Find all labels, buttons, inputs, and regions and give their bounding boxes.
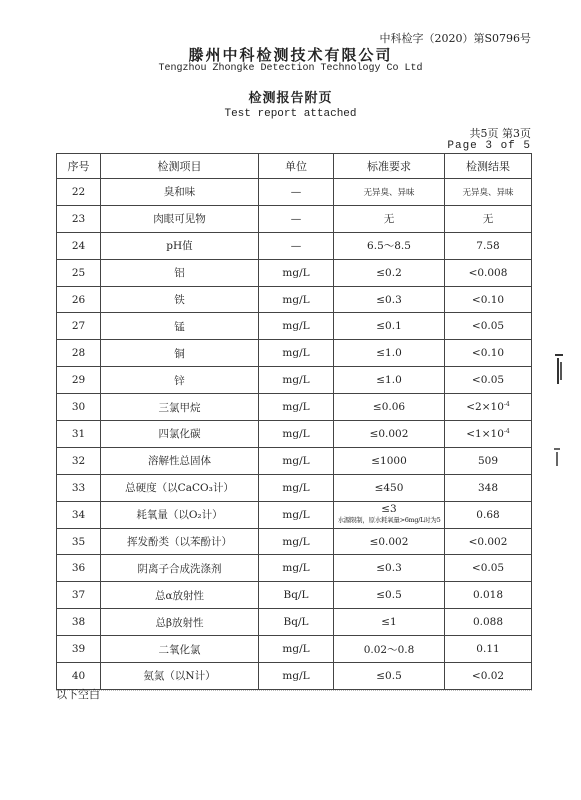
row-item: 总α放射性 [101, 582, 259, 609]
table-row [57, 474, 532, 501]
row-result: <0.05 [445, 555, 532, 582]
row-standard: ≤0.5 [334, 663, 445, 690]
header-item: 检测项目 [101, 154, 259, 179]
row-number: 25 [57, 259, 101, 286]
divider [56, 690, 532, 692]
header-unit: 单位 [259, 154, 334, 179]
row-unit: — [259, 179, 334, 206]
row-number: 28 [57, 340, 101, 367]
row-number: 29 [57, 367, 101, 394]
row-unit: mg/L [259, 394, 334, 421]
row-unit: mg/L [259, 259, 334, 286]
row-number: 24 [57, 232, 101, 259]
row-item: 锰 [101, 313, 259, 340]
row-standard: ≤1 [334, 609, 445, 636]
company-name-cn: 滕州中科检测技术有限公司 [188, 46, 393, 64]
table-row [57, 205, 532, 232]
row-result: <0.002 [445, 528, 532, 555]
row-number: 38 [57, 609, 101, 636]
row-number: 39 [57, 636, 101, 663]
row-standard: ≤1.0 [334, 367, 445, 394]
row-result: 348 [445, 474, 532, 501]
row-unit: mg/L [259, 501, 334, 528]
results-table [56, 153, 532, 690]
row-number: 31 [57, 421, 101, 448]
header-result: 检测结果 [445, 154, 532, 179]
table-body [57, 179, 532, 690]
table-row [57, 555, 532, 582]
row-unit: mg/L [259, 555, 334, 582]
row-unit: mg/L [259, 663, 334, 690]
row-unit: — [259, 232, 334, 259]
row-standard: ≤0.5 [334, 582, 445, 609]
row-item: pH值 [101, 232, 259, 259]
row-number: 36 [57, 555, 101, 582]
row-unit: mg/L [259, 636, 334, 663]
page-count-en: Page 3 of 5 [447, 140, 531, 152]
result-value: <1×10 [466, 427, 504, 440]
row-result [445, 394, 532, 421]
row-result: <0.10 [445, 286, 532, 313]
result-value: <2×10 [466, 401, 504, 414]
row-item: 总β放射性 [101, 609, 259, 636]
binding-stamp-mark [553, 352, 565, 388]
row-item: 臭和味 [101, 179, 259, 206]
result-exponent: -4 [503, 427, 510, 435]
row-result: 0.11 [445, 636, 532, 663]
row-unit: mg/L [259, 421, 334, 448]
row-unit: — [259, 205, 334, 232]
row-result: 无 [445, 205, 532, 232]
row-standard: ≤0.002 [334, 528, 445, 555]
row-standard: ≤1000 [334, 447, 445, 474]
row-item: 四氯化碳 [101, 421, 259, 448]
row-number: 33 [57, 474, 101, 501]
row-unit: mg/L [259, 286, 334, 313]
table-row [57, 394, 532, 421]
row-result [445, 421, 532, 448]
row-item: 总硬度（以CaCO₃计） [101, 474, 259, 501]
row-item: 三氯甲烷 [101, 394, 259, 421]
header-number: 序号 [57, 154, 101, 179]
row-result: 7.58 [445, 232, 532, 259]
table-row [57, 421, 532, 448]
row-number: 27 [57, 313, 101, 340]
row-standard: ≤0.1 [334, 313, 445, 340]
table-row [57, 663, 532, 690]
row-item: 肉眼可见物 [101, 205, 259, 232]
row-standard: 无 [334, 205, 445, 232]
row-result: <0.02 [445, 663, 532, 690]
row-result: <0.05 [445, 367, 532, 394]
table-row [57, 609, 532, 636]
company-name-en: Tengzhou Zhongke Detection Technology Co Ltd [158, 63, 423, 74]
table-row [57, 501, 532, 528]
row-result: <0.008 [445, 259, 532, 286]
row-unit: Bq/L [259, 582, 334, 609]
header-standard: 标准要求 [334, 154, 445, 179]
row-standard: 无异臭、异味 [334, 179, 445, 206]
row-item: 耗氧量（以O₂计） [101, 501, 259, 528]
row-result: 无异臭、异味 [445, 179, 532, 206]
table-header-row [57, 154, 532, 179]
row-standard: ≤0.3 [334, 555, 445, 582]
row-item: 溶解性总固体 [101, 447, 259, 474]
table-row [57, 367, 532, 394]
table-row [57, 636, 532, 663]
row-standard: ≤450 [334, 474, 445, 501]
row-standard: ≤0.2 [334, 259, 445, 286]
table-row [57, 286, 532, 313]
page-title-en: Test report attached [224, 108, 357, 120]
row-item: 铝 [101, 259, 259, 286]
row-result: 509 [445, 447, 532, 474]
row-number: 35 [57, 528, 101, 555]
row-number: 30 [57, 394, 101, 421]
row-standard: ≤0.3 [334, 286, 445, 313]
row-standard: ≤0.06 [334, 394, 445, 421]
row-number: 40 [57, 663, 101, 690]
row-number: 26 [57, 286, 101, 313]
row-unit: Bq/L [259, 609, 334, 636]
row-unit: mg/L [259, 313, 334, 340]
row-unit: mg/L [259, 340, 334, 367]
blank-below-note: 以下空白 [56, 688, 100, 701]
table-row [57, 313, 532, 340]
row-item: 铁 [101, 286, 259, 313]
standard-value: ≤3 [381, 502, 397, 515]
row-result: <0.05 [445, 313, 532, 340]
row-number: 34 [57, 501, 101, 528]
table-row [57, 340, 532, 367]
row-unit: mg/L [259, 367, 334, 394]
table-row [57, 528, 532, 555]
row-standard: ≤1.0 [334, 340, 445, 367]
report-number: 中科检字（2020）第S0796号 [379, 32, 531, 45]
row-item: 氨氮（以N计） [101, 663, 259, 690]
row-standard: 6.5～8.5 [334, 232, 445, 259]
table-row [57, 582, 532, 609]
table-row [57, 447, 532, 474]
standard-note: 水源限制，原水耗氧量>6mg/L时为5 [337, 515, 441, 524]
table-row [57, 259, 532, 286]
page-title-cn: 检测报告附页 [248, 91, 333, 106]
row-standard: ≤0.002 [334, 421, 445, 448]
row-result: <0.10 [445, 340, 532, 367]
page-count-cn: 共5页 第3页 [469, 127, 531, 140]
row-number: 22 [57, 179, 101, 206]
row-item: 二氧化氯 [101, 636, 259, 663]
row-unit: mg/L [259, 447, 334, 474]
row-item: 锌 [101, 367, 259, 394]
row-result: 0.088 [445, 609, 532, 636]
row-result: 0.68 [445, 501, 532, 528]
row-number: 37 [57, 582, 101, 609]
row-item: 铜 [101, 340, 259, 367]
binding-stamp-mark [551, 444, 563, 470]
table-row [57, 179, 532, 206]
row-unit: mg/L [259, 528, 334, 555]
row-number: 32 [57, 447, 101, 474]
row-number: 23 [57, 205, 101, 232]
table-row [57, 232, 532, 259]
result-exponent: -4 [503, 401, 510, 409]
row-standard [334, 501, 445, 528]
row-unit: mg/L [259, 474, 334, 501]
row-result: 0.018 [445, 582, 532, 609]
row-standard: 0.02～0.8 [334, 636, 445, 663]
row-item: 挥发酚类（以苯酚计） [101, 528, 259, 555]
row-item: 阴离子合成洗涤剂 [101, 555, 259, 582]
